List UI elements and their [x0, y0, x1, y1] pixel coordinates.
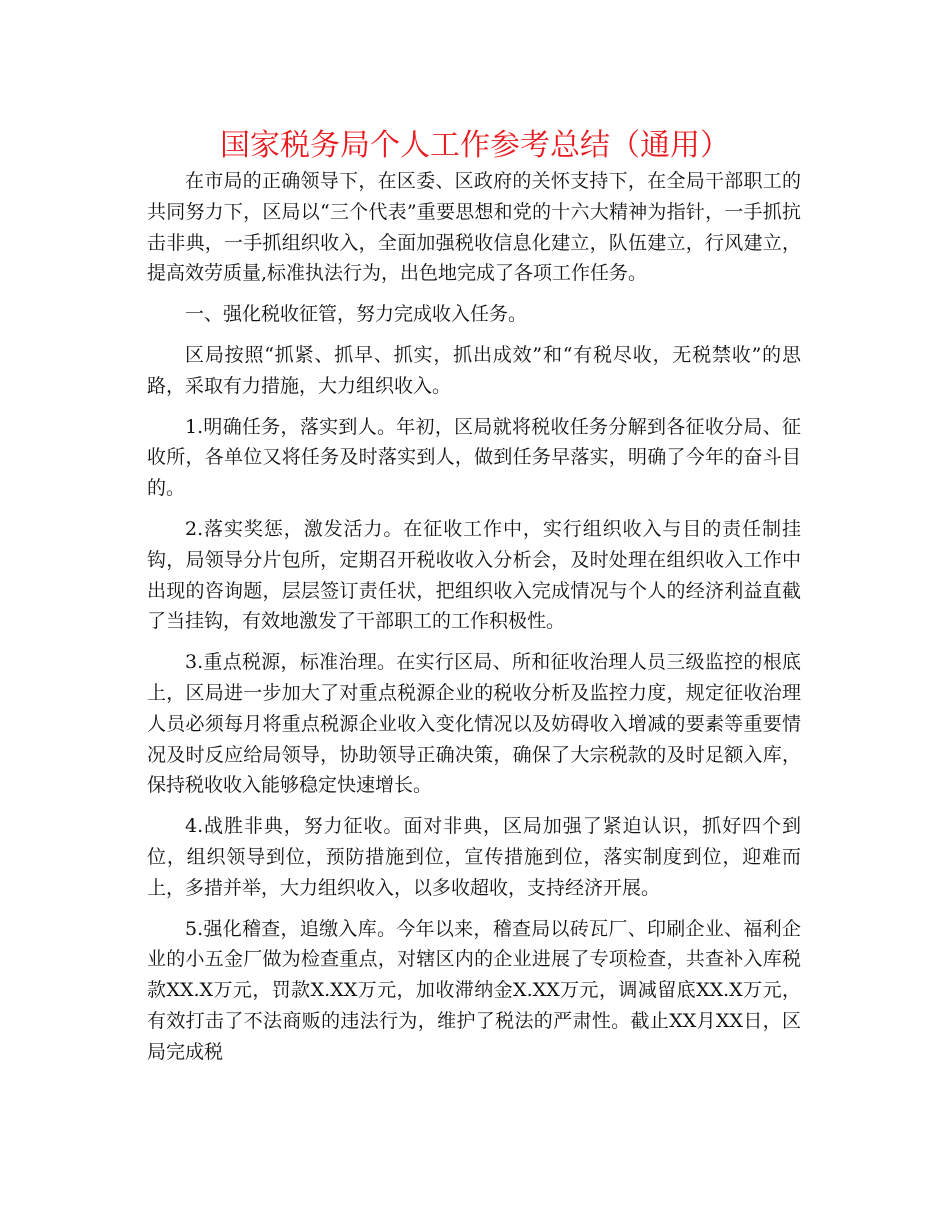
paragraph-item-5: 5.强化稽查，追缴入库。今年以来，稽查局以砖瓦厂、印刷企业、福利企业的小五金厂做为检查重点，对辖区内的企业进展了专项检查，共查补入库税款XX.X万元，罚款X.XX万元，加收滞纳金X.XX万元，调减留底XX.X万元，有效打击了不法商贩的违法行为，维护了税法的严肃性。截止XX月XX日，区局完成税	[147, 917, 801, 1063]
paragraph-item-3: 3.重点税源，标准治理。在实行区局、所和征收治理人员三级监控的根底上，区局进一步加大了对重点税源企业的税收分析及监控力度，规定征收治理人员必须每月将重点税源企业收入变化情况以及妨碍收入增减的要素等重要情况及时反应给局领导，协助领导正确决策，确保了大宗税款的及时足额入库，保持税收收入能够稳定快速增长。	[147, 651, 801, 797]
paragraph-item-1: 1.明确任务，落实到人。年初，区局就将税收任务分解到各征收分局、征收所，各单位又将任务及时落实到人，做到任务早落实，明确了今年的奋斗目的。	[147, 415, 801, 500]
paragraph-item-4: 4.战胜非典，努力征收。面对非典，区局加强了紧迫认识，抓好四个到位，组织领导到位，预防措施到位，宣传措施到位，落实制度到位，迎难而上，多措并举，大力组织收入，以多收超收，支持经济开展。	[147, 815, 801, 899]
paragraph-intro: 在市局的正确领导下，在区委、区政府的关怀支持下，在全局干部职工的共同努力下，区局以“三个代表”重要思想和党的十六大精神为指针，一手抓抗击非典，一手抓组织收入，全面加强税收信息化建立，队伍建立，行风建立，提高效劳质量,标准执法行为，出色地完成了各项工作任务。	[147, 170, 801, 285]
document-body	[147, 166, 801, 1078]
document-title: 国家税务局个人工作参考总结（通用）	[220, 128, 730, 163]
section-heading-1: 一、强化税收征管，努力完成收入任务。	[185, 303, 528, 326]
paragraph-approach: 区局按照“抓紧、抓早、抓实，抓出成效”和“有税尽收，无税禁收”的思路，采取有力措施，大力组织收入。	[147, 343, 801, 397]
paragraph-item-2: 2.落实奖惩，激发活力。在征收工作中，实行组织收入与目的责任制挂钩，局领导分片包所，定期召开税收收入分析会，及时处理在组织收入工作中出现的咨询题，层层签订责任状，把组织收入完成情况与个人的经济利益直截了当挂钩，有效地激发了干部职工的工作积极性。	[147, 517, 801, 633]
